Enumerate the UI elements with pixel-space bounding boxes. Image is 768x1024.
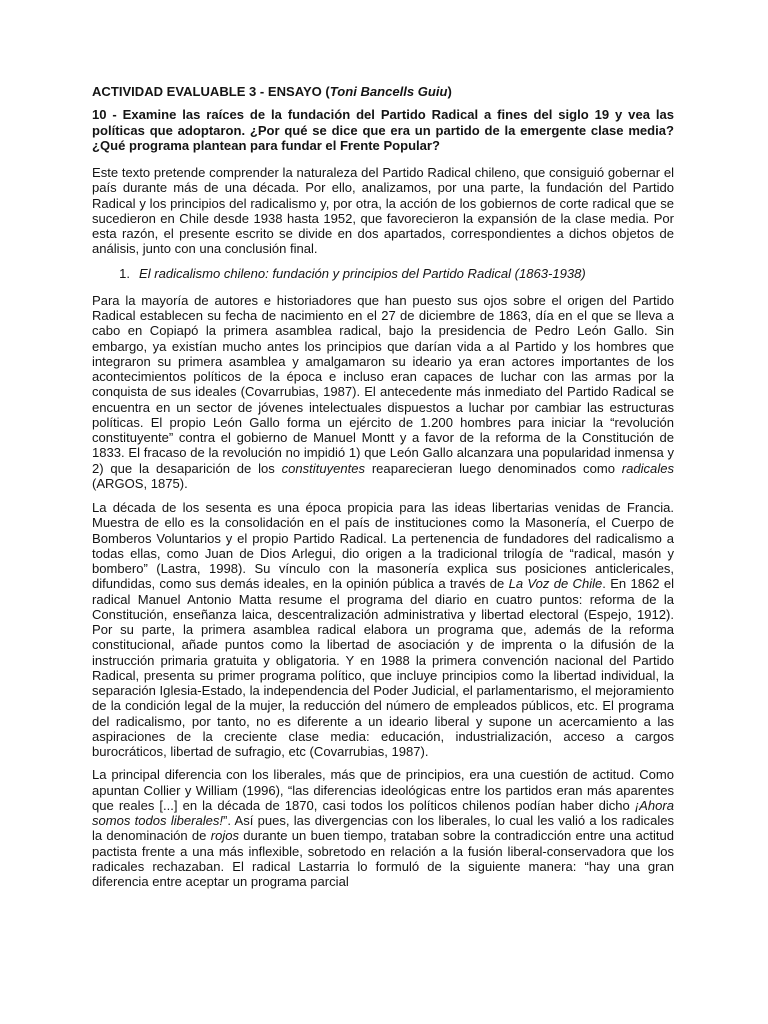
- document-title: [92, 84, 674, 99]
- intro-paragraph: Este texto pretende comprender la naturaleza del Partido Radical chileno, que consiguió gobernar el país durante más de una década. Por ello, analizamos, por una parte, la fundación del Partido Radical y los principios del radicalismo y, por otra, la acción de los gobiernos de corte radical que se sucedieron en Chile desde 1938 hasta 1952, que favorecieron la expansión de la clase media. Por esta razón, el presente escrito se divide en dos apartados, correspondientes a dichos objetos de análisis, junto con una conclusión final.: [92, 165, 674, 257]
- italic-term: constituyentes: [281, 460, 366, 476]
- paragraph-liberals: [92, 767, 674, 889]
- essay-question: 10 - Examine las raíces de la fundación del Partido Radical a fines del siglo 19 y vea las políticas que adoptaron. ¿Por qué se dice que era un partido de la emergente clase media? ¿Qué programa plantean para fundar el Frente Popular?: [92, 107, 674, 153]
- section-heading: [92, 266, 674, 281]
- section-title: El radicalismo chileno: fundación y principios del Partido Radical (1863-1938): [139, 265, 586, 281]
- italic-term: rojos: [210, 828, 239, 844]
- paragraph-origins: [92, 293, 674, 491]
- section-number: 1.: [119, 265, 130, 281]
- title-author: Toni Bancells Guiu: [329, 84, 448, 99]
- paragraph-text: Para la mayoría de autores e historiadores que han puesto sus ojos sobre el origen del Partido Radical establecen su fecha de nacimiento en el 27 de diciembre de 1863, día en el que se lleva a cabo en Copiapó la primera asamblea radical, bajo la presidencia de Pedro León Gallo. Sin embargo, ya existían mucho antes los principios que darían vida a al Partido y los hombres que integraron su primera asamblea y amalgamaron su ideario ya eran actores importantes de los acontecimientos políticos de la época e incluso eran capaces de luchar con las armas por la conquista de sus ideales (Covarrubias, 1987). El antecedente más inmediato del Partido Radical se encuentra en un sector de jóvenes intelectuales dispuestos a luchar por cambiar las estructuras políticas. El propio León Gallo forma un ejército de 1.200 hombres para iniciar la “revolución constituyente” contra el gobierno de Manuel Montt y a favor de la reforma de la Constitución de 1833. El fracaso de la revolución no impidió 1) que León Gallo alcanzara una popularidad inmensa y 2) que la desaparición de los: [92, 292, 674, 476]
- paragraph-text: (ARGOS, 1875).: [92, 475, 188, 491]
- italic-term: La Voz de Chile: [508, 576, 603, 592]
- italic-term: radicales: [621, 460, 674, 476]
- italic-term: ¡Ahora somos todos liberales!: [92, 797, 674, 828]
- paragraph-text: La década de los sesenta es una época propicia para las ideas libertarias venidas de Francia. Muestra de ello es la consolidación en el país de instituciones como la Masonería, el Cuerpo de Bomberos Voluntarios y el propio Partido Radical. La pertenencia de fundadores del radicalismo a todas ellas, como Juan de Dios Arlegui, dio origen a la tradicional trilogía de “radical, masón y bombero” (Lastra, 1998). Su vínculo con la masonería explica sus posiciones anticlericales, difundidas, como sus demás ideales, en la opinión pública a través de: [92, 500, 674, 592]
- paragraph-text: . En 1862 el radical Manuel Antonio Matta resume el programa del diario en cuatro puntos: reforma de la Constitución, enseñanza laica, descentralización administrativa y libertad electoral (Espejo, 1912). Por su parte, la primera asamblea radical elabora un programa que, además de la reforma constitucional, añade puntos como la libertad de asociación y de imprenta o la difusión de la instrucción primaria gratuita y obligatoria. Y en 1988 la primera convención nacional del Partido Radical, presenta su primer programa político, que incluye principios como la libertad individual, la separación Iglesia-Estado, la independencia del Poder Judicial, el parlamentarismo, el mejoramiento de la condición legal de la mujer, la reducción del número de empleados públicos, etc. El programa del radicalismo, por tanto, no es diferente a un ideario liberal y supone un acercamiento a las aspiraciones de la creciente clase media: educación, industrialización, acceso a cargos burocráticos, libertad de sufragio, etc (Covarrubias, 1987).: [92, 576, 674, 759]
- paragraph-text: durante un buen tiempo, trataban sobre la contradicción entre una actitud pactista frente a una más inflexible, sobretodo en relación a la fusión liberal-conservadora que los radicales rechazaban. El radical Lastarria lo formuló de la siguiente manera: “hay una gran diferencia entre aceptar un programa parcial: [92, 828, 675, 889]
- title-suffix: ): [447, 84, 452, 99]
- paragraph-text: La principal diferencia con los liberales, más que de principios, era una cuestión de actitud. Como apuntan Collier y William (1996), “las diferencias ideológicas entre los partidos eran más aparentes que reales [...] en la década de 1870, casi todos los políticos chilenos podían haber dicho: [92, 767, 674, 813]
- document-page: [92, 84, 674, 898]
- paragraph-text: reaparecieran luego denominados como: [365, 460, 622, 476]
- paragraph-text: ”. Así pues, las divergencias con los liberales, lo cual les valió a los radicales la denominación de: [92, 813, 674, 844]
- title-prefix: ACTIVIDAD EVALUABLE 3 - ENSAYO (: [92, 84, 330, 99]
- paragraph-sixties: [92, 500, 674, 759]
